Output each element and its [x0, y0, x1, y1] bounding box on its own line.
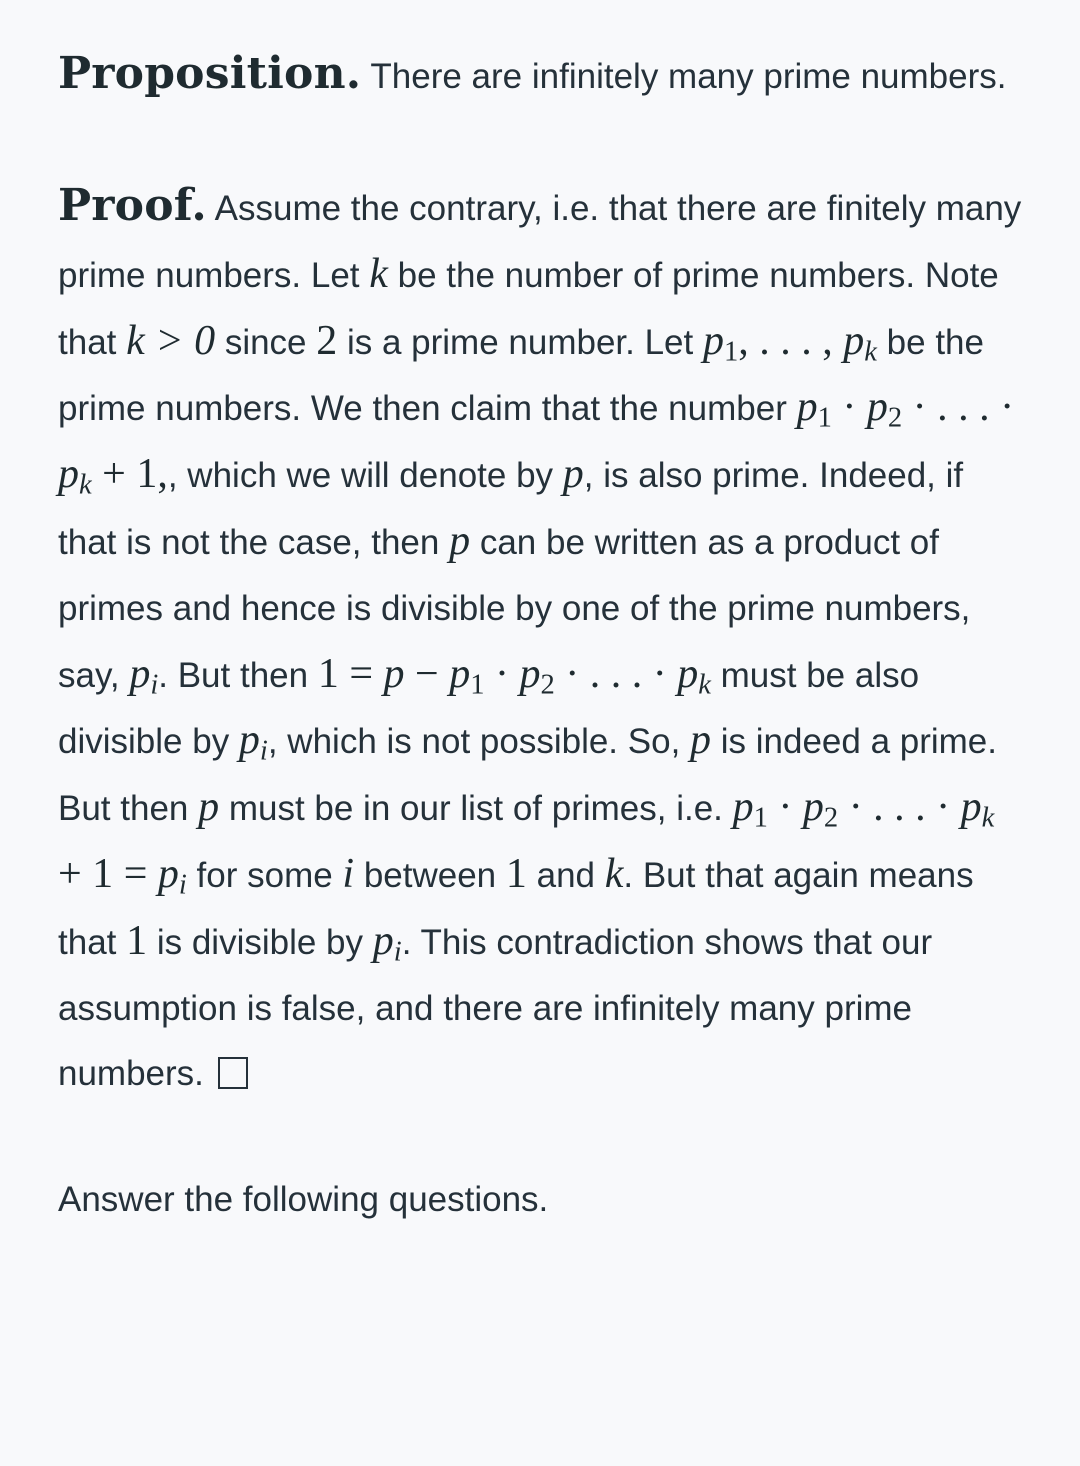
math-one: 1 — [126, 917, 148, 964]
math-k-gt-0: k > 0 — [126, 317, 216, 364]
math-cdot: · — [831, 384, 867, 431]
math-plus-one: + 1 — [58, 850, 114, 897]
math-p: p — [732, 784, 754, 831]
proof-text: must be in our list of primes, i.e. — [219, 789, 733, 829]
math-one-eq-p-minus-product — [317, 650, 711, 700]
proposition-paragraph — [58, 42, 1028, 109]
proof-text: , which is not possible. So, — [267, 722, 691, 762]
math-p: p — [796, 384, 818, 431]
math-cdot-dots: · . . . · — [554, 650, 678, 697]
math-p: p — [843, 317, 865, 364]
proof-paragraph — [58, 173, 1028, 1107]
math-comma: , — [157, 451, 168, 498]
math-k: k — [369, 250, 388, 297]
math-p: p — [702, 317, 724, 364]
proposition-heading: Proposition. — [58, 48, 362, 99]
math-p: p — [960, 784, 982, 831]
math-p: p — [519, 650, 541, 697]
proof-text: be the prime numbers. We then claim that the number — [58, 322, 984, 429]
proof-text: is a prime number. Let — [337, 322, 703, 362]
proof-heading: Proof. — [58, 180, 207, 231]
math-two: 2 — [316, 317, 338, 364]
math-pi — [372, 917, 402, 968]
math-p: p — [372, 917, 394, 964]
math-p: p — [562, 451, 584, 498]
math-k: k — [604, 850, 624, 897]
math-p: p — [157, 850, 179, 897]
proof-text: between — [354, 855, 506, 895]
math-p: p — [238, 717, 260, 764]
math-dots: , . . . , — [738, 317, 844, 364]
proof-text: Assume the contrary, i.e. that there are finitely many prime numbers. Let — [58, 189, 1022, 295]
math-p: p — [383, 650, 405, 697]
proof-text: be the number of prime numbers. Note that — [58, 255, 999, 362]
math-i: i — [342, 850, 355, 897]
math-sub: k — [698, 668, 711, 700]
math-sub: k — [79, 469, 92, 501]
math-sub: i — [150, 668, 159, 700]
math-minus: − — [404, 650, 450, 697]
proof-text: . This contradiction shows that our assumption is false, and there are infinitely many prime numbers. — [58, 922, 933, 1094]
math-sub: 2 — [823, 802, 839, 834]
proof-text: . But that again means that — [58, 855, 974, 962]
math-cdot-dots: · . . . · — [838, 784, 961, 831]
math-cdot-dots: · . . . · — [902, 384, 1015, 431]
math-p: p — [677, 650, 699, 697]
math-pi — [238, 717, 268, 767]
math-p: p — [690, 717, 712, 764]
math-pi — [129, 650, 159, 700]
math-cdot: · — [767, 784, 803, 831]
math-equals: = — [113, 850, 158, 897]
proof-text: is indeed a prime. But then — [58, 722, 997, 829]
math-p: p — [449, 517, 471, 564]
math-p1-to-pk — [702, 317, 877, 367]
math-one: 1 — [505, 850, 527, 897]
math-sub: 1 — [817, 402, 832, 434]
answer-instruction: Answer the following questions. — [58, 1180, 549, 1220]
proof-text: , is also prime. Indeed, if that is not the case, then — [58, 456, 964, 562]
math-p: p — [198, 784, 220, 831]
math-sub: i — [259, 735, 268, 767]
math-sub: 2 — [887, 402, 903, 434]
math-sub: i — [178, 869, 187, 901]
math-one-eq: 1 = — [317, 650, 384, 697]
proof-text: . But then — [158, 655, 318, 695]
proof-text: , which we will denote by — [167, 456, 563, 496]
proof-text: is divisible by — [147, 922, 373, 962]
math-plus-one: + 1 — [91, 451, 158, 498]
qed-square-icon — [218, 1057, 248, 1089]
math-p: p — [449, 650, 471, 697]
math-sub: 1 — [753, 802, 768, 834]
proof-text: for some — [186, 855, 343, 895]
proof-text: and — [526, 855, 605, 895]
math-p: p — [866, 384, 888, 431]
math-p: p — [802, 784, 824, 831]
proof-text: since — [215, 322, 317, 362]
math-cdot: · — [484, 650, 520, 697]
proof-text: must be also divisible by — [58, 655, 920, 762]
math-sub: k — [981, 802, 995, 834]
math-p: p — [129, 650, 151, 697]
math-sub: 1 — [723, 335, 739, 367]
proposition-text: There are infinitely many prime numbers. — [361, 57, 1007, 96]
math-sub: 2 — [540, 668, 555, 700]
math-sub: k — [864, 335, 877, 367]
math-sub: i — [393, 936, 402, 968]
math-sub: 1 — [470, 668, 485, 700]
proof-text: can be written as a product of primes and hence is divisible by one of the prime numbers, say, — [58, 522, 971, 695]
math-p: p — [58, 451, 79, 498]
